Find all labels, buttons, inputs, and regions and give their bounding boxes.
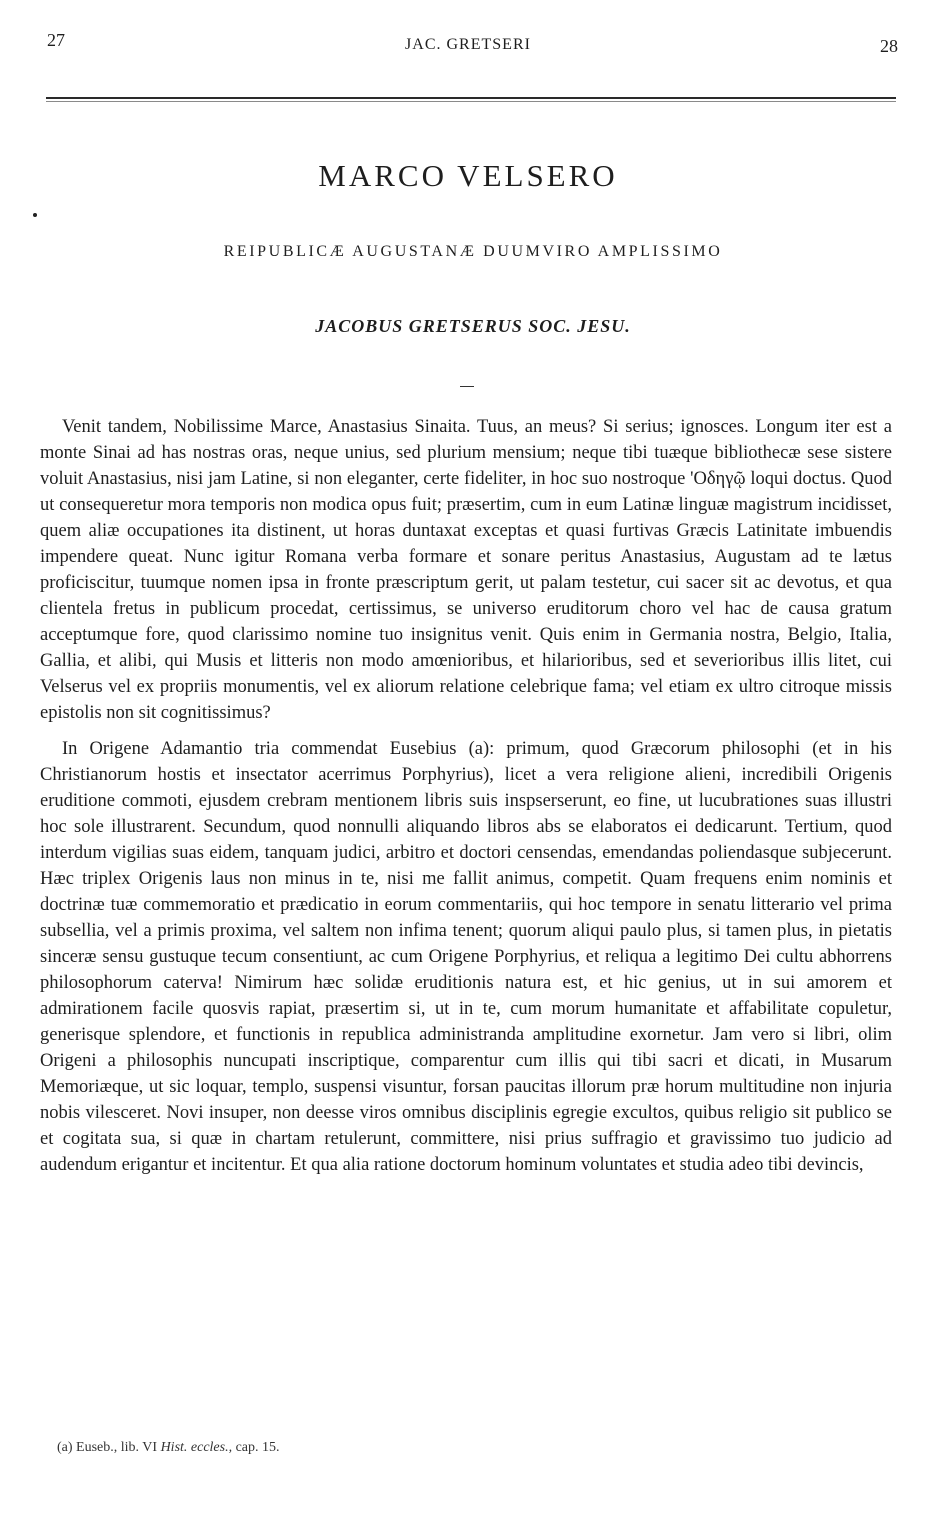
footnote bbox=[57, 1440, 280, 1456]
page-number-left: 27 bbox=[47, 30, 65, 50]
section-divider bbox=[460, 386, 474, 387]
paragraph: In Origene Adamantio tria commendat Eusebius (a): primum, quod Græcorum philosophi (et in his Christianorum hostis et insectator acerrimus Porphyrius), licet a vera religione alieni, incredibili Origenis eruditione commoti, ejusdem crebram mentionem libris suis inspserserunt, eo fine, ut lucubrationes suas illustri hoc sole illustrarent. Secundum, quod nonnulli aliquando libros abs se elaboratos ei dedicarunt. Tertium, quod interdum vigilias suas eidem, tanquam judici, arbitro et doctori censendas, emendandas poliendasque subjecerunt. Hæc triplex Origenis laus non minus in te, nisi me fallit animus, competit. Quam frequens enim nominis et doctrinæ tuæ commemoratio et prædicatio in eorum commentariis, qui hoc tempore in senatu litterario vel prima subsellia, vel a primis proxima, vel saltem non infima tenent; quorum aliqui paulo plus, si tamen plus, in pietatis sinceræ sensu gustuque tecum consentiunt, ac cum Origene Porphyrius, et reliqua a legitimo Dei cultu abhorrens philosophorum caterva! Nimirum hæc solidæ eruditionis natura est, et hic genius, ut in sui amorem et admirationem facile quosvis rapiat, præsertim si, ut in te, cum morum humanitate et affabilitate copuletur, generisque splendore, et functionis in republica administranda amplitudine exornetur. Jam vero si libri, olim Origeni a philosophis nuncupati inscriptique, comparentur cum illis qui tibi sacri et dicati, in Musarum Memoriæque, ut sic loquar, templo, suspensi visuntur, forsan paucitas illorum præ horum multitudine non injuria nobis vilesceret. Novi insuper, non deesse viros omnibus disciplinis egregie excultos, quibus religio sit publico se et cogitata sua, si quæ in chartam retulerunt, committere, nisi prius suffragio et gravissimo tuo judicio ad audendum erigantur et incitentur. Et qua alia ratione doctorum hominum voluntates et studia adeo tibi devincis, bbox=[40, 739, 892, 1175]
footnote-text-end: cap. 15. bbox=[235, 1440, 280, 1455]
dedication-author: JACOBUS GRETSERUS SOC. JESU. bbox=[315, 316, 631, 336]
footnote-work-title: Hist. eccles., bbox=[160, 1440, 233, 1455]
stray-mark bbox=[33, 213, 37, 217]
body-text bbox=[40, 414, 892, 1178]
header-rule bbox=[46, 97, 896, 102]
running-head: JAC. GRETSERI bbox=[405, 36, 531, 53]
page-number-right: 28 bbox=[880, 36, 898, 56]
page-header bbox=[0, 30, 936, 60]
footnote-text: Euseb., lib. VI bbox=[76, 1440, 158, 1455]
dedication-subtitle: REIPUBLICÆ AUGUSTANÆ DUUMVIRO AMPLISSIMO bbox=[223, 243, 723, 260]
paragraph: Venit tandem, Nobilissime Marce, Anastasius Sinaita. Tuus, an meus? Si serius; ignosces. Longum iter est a monte Sinai ad has nostras oras, neque unius, sed plurium mensium; neque tibi tuæque bibliothecæ sese sistere voluit Anastasius, nisi jam Latine, si non eleganter, certe fideliter, in hoc suo nostroque 'Οδηγῷ loqui doctus. Quod ut consequeretur mora temporis non modica opus fuit; præsertim, cum in eum Latinæ linguæ magistrum incidisset, quem aliæ occupationes ita distinent, ut horas duntaxat exceptas et quasi furtivas Græcis Latinitate imbuendis impendere queat. Nunc igitur Romana verba formare et sonare peritus Anastasius, Augustam ad te lætus proficiscitur, tuumque nomen ipsa in fronte præscriptum gerit, ut palam testetur, cui sacer sit ac devotus, et qua clientela fretus in publicum procedat, certissimus, se universo eruditorum choro vel hac de causa gratum acceptumque fore, quod clarissimo nomine tuo insignitus venit. Quis enim in Germania nostra, Belgio, Italia, Gallia, et alibi, qui Musis et litteris non modo amœnioribus, et hilarioribus, sed et severioribus illis litet, cui Velserus vel ex propriis monumentis, vel ex aliorum relatione celebrique fama; vel etiam ex ultro citroque missis epistolis non sit cognitissimus? bbox=[40, 417, 892, 723]
footnote-mark: (a) bbox=[57, 1440, 73, 1455]
dedication-title: MARCO VELSERO bbox=[318, 158, 618, 193]
